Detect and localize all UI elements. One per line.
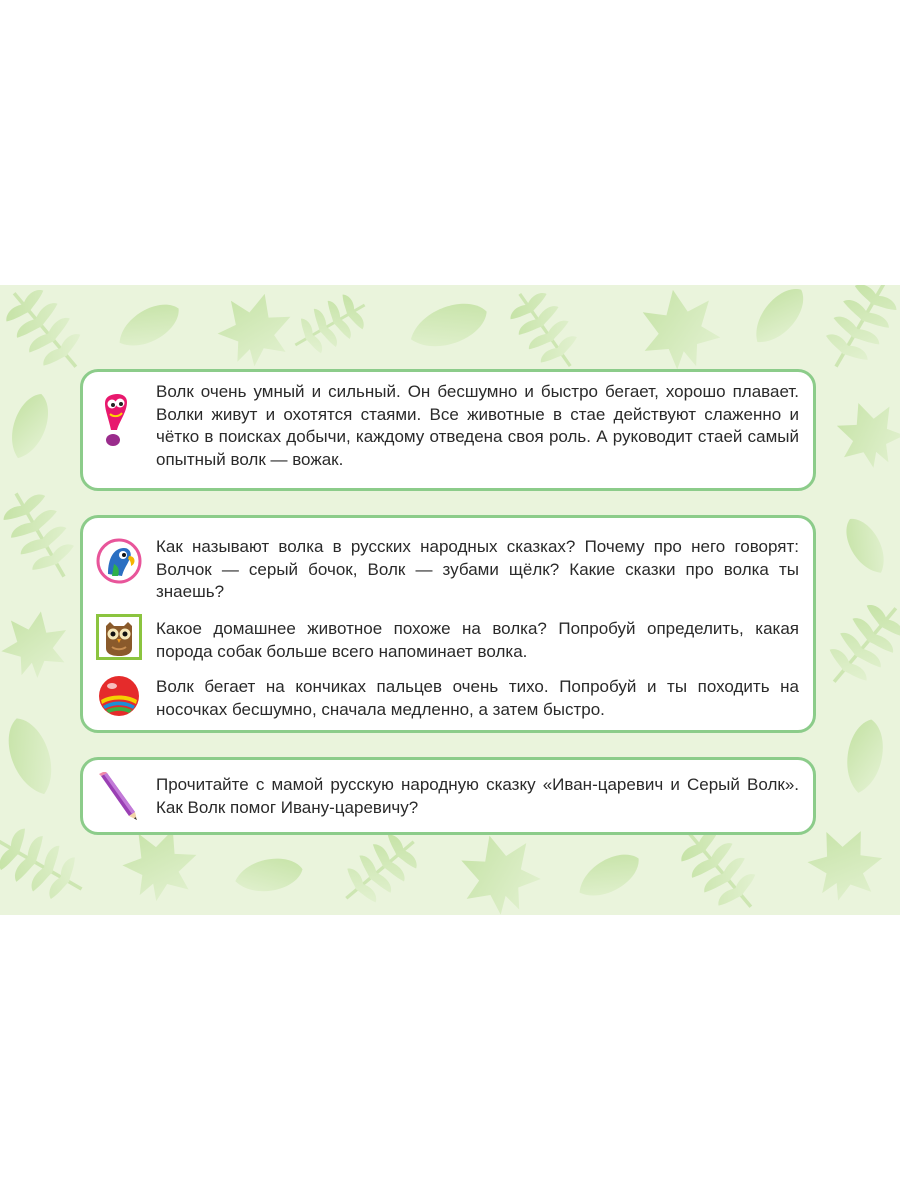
question-2-text: Какое домашнее животное похоже на волка? Попробуй определить, какая порода собак больше всего напоминает волка.: [156, 619, 799, 661]
reading-task-text: Прочитайте с мамой русскую народную сказку «Иван-царевич и Серый Волк». Как Волк помог Ивану-царевичу?: [156, 775, 799, 817]
owl-icon: [96, 614, 142, 660]
parrot-icon: [96, 538, 142, 584]
pencil-icon: [95, 772, 141, 822]
green-leaf-panel: [0, 285, 900, 915]
questions-box: [80, 515, 816, 733]
info-box: [80, 369, 816, 491]
question-1-text: Как называют волка в русских народных сказках? Почему про него говорят: Волчок — серый бочок, Волк — зубами щёлк? Какие сказки про волка ты знаешь?: [156, 537, 799, 601]
question-3-text: Волк бегает на кончиках пальцев очень тихо. Попробуй и ты походить на носочках бесшумно, сначала медленно, а затем быстро.: [156, 677, 799, 719]
ball-icon: [97, 674, 141, 718]
info-text: Волк очень умный и сильный. Он бесшумно и быстро бегает, хорошо плавает. Волки живут и охотятся стаями. Все животные в стае действуют слаженно и чётко в поисках добычи, каждому отведена своя роль. А руководит стаей самый опытный волк — вожак.: [156, 382, 799, 469]
exclamation-mascot-icon: [97, 392, 133, 448]
reading-task-box: [80, 757, 816, 835]
